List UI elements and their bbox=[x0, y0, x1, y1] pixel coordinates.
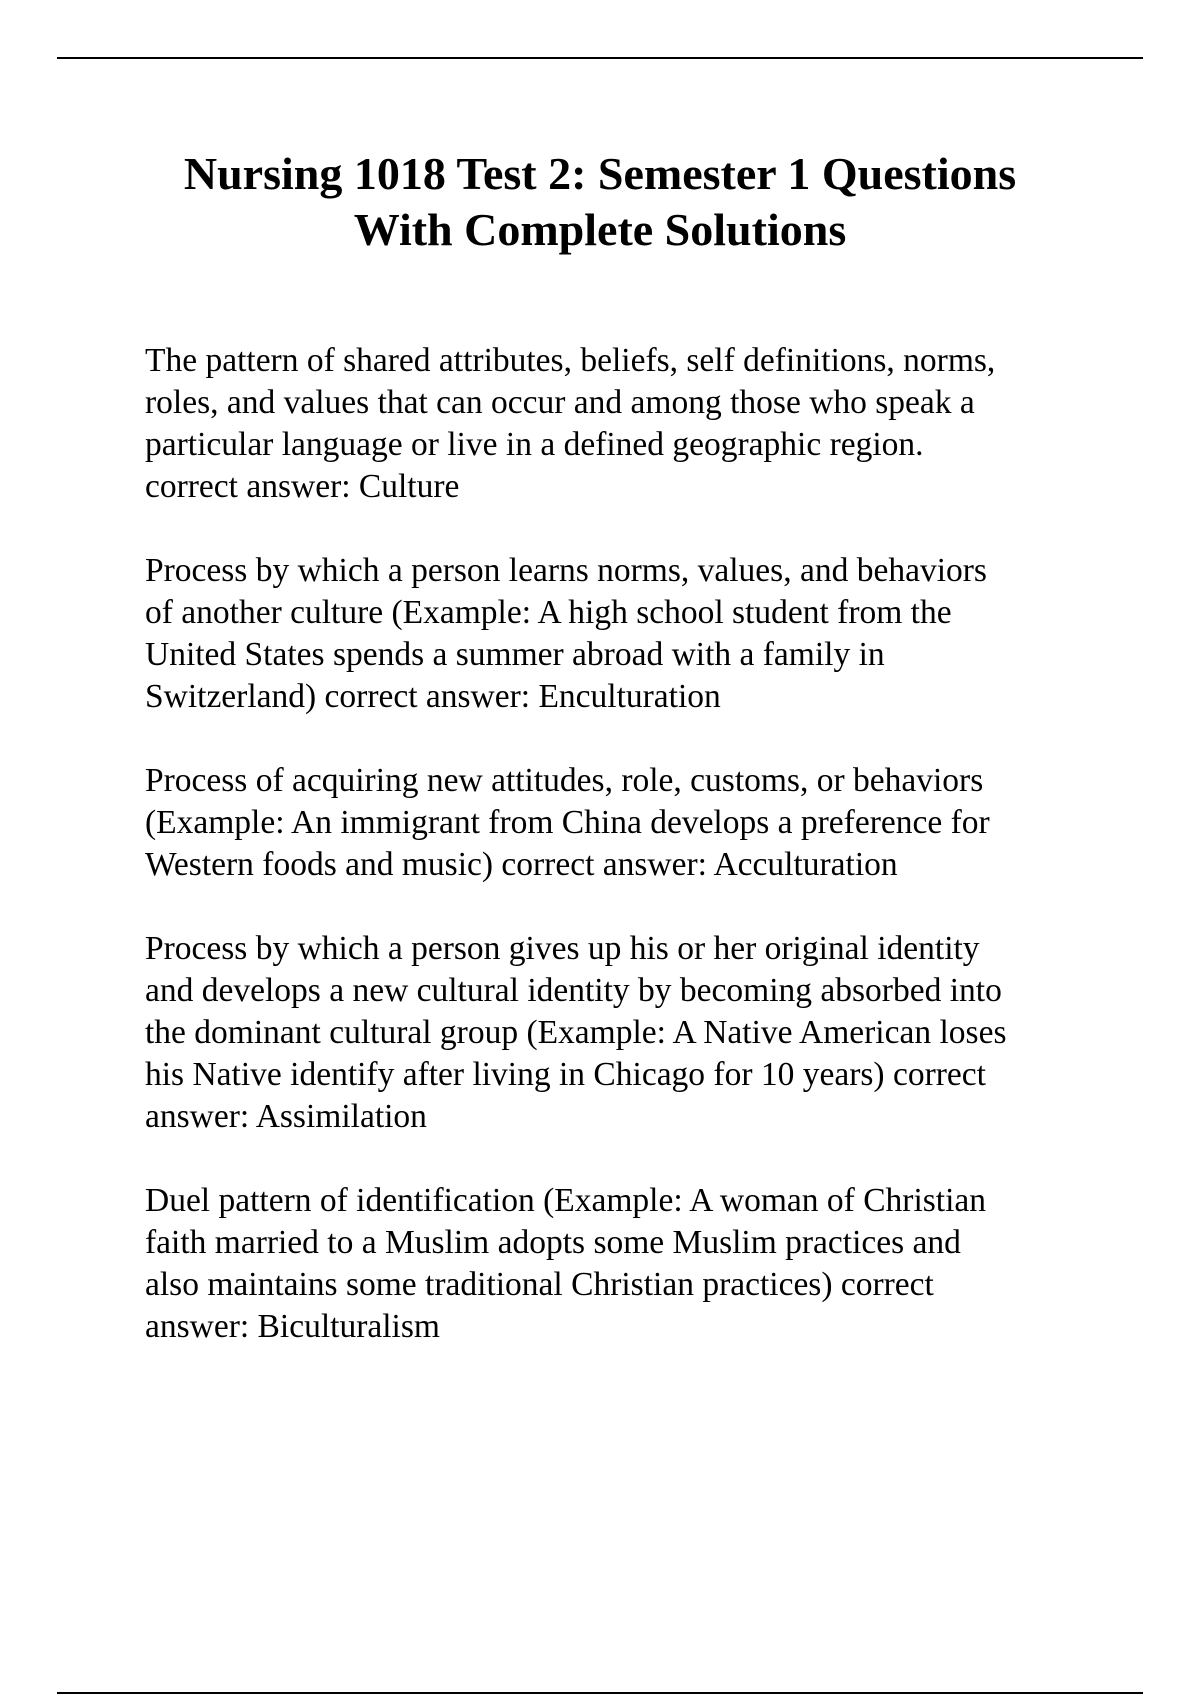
qa-line: correct answer: Culture bbox=[145, 468, 460, 505]
qa-line: his Native identify after living in Chicago for 10 years) correct bbox=[145, 1056, 986, 1093]
qa-line: (Example: An immigrant from China develops a preference for bbox=[145, 804, 990, 841]
qa-line: Process of acquiring new attitudes, role, customs, or behaviors bbox=[145, 762, 984, 799]
qa-line: of another culture (Example: A high school student from the bbox=[145, 594, 952, 631]
qa-line: The pattern of shared attributes, beliefs, self definitions, norms, bbox=[145, 342, 996, 379]
page-title bbox=[100, 146, 1100, 258]
qa-line: the dominant cultural group (Example: A Native American loses bbox=[145, 1014, 1007, 1051]
top-rule bbox=[57, 57, 1143, 59]
qa-line: answer: Assimilation bbox=[145, 1098, 427, 1135]
qa-line: also maintains some traditional Christian practices) correct bbox=[145, 1266, 934, 1303]
qa-line: United States spends a summer abroad with a family in bbox=[145, 636, 885, 673]
qa-item-acculturation bbox=[145, 760, 1095, 886]
title-line-2: With Complete Solutions bbox=[353, 204, 847, 255]
qa-line: answer: Biculturalism bbox=[145, 1308, 440, 1345]
qa-item-assimilation bbox=[145, 928, 1095, 1138]
qa-item-biculturalism bbox=[145, 1180, 1095, 1348]
qa-line: Duel pattern of identification (Example: A woman of Christian bbox=[145, 1182, 987, 1219]
qa-line: Switzerland) correct answer: Enculturation bbox=[145, 678, 721, 715]
title-line-1: Nursing 1018 Test 2: Semester 1 Questions bbox=[183, 148, 1017, 199]
qa-list bbox=[145, 340, 1095, 1390]
qa-line: particular language or live in a defined geographic region. bbox=[145, 426, 924, 463]
qa-line: and develops a new cultural identity by becoming absorbed into bbox=[145, 972, 1002, 1009]
qa-line: Western foods and music) correct answer: Acculturation bbox=[145, 846, 898, 883]
qa-line: roles, and values that can occur and among those who speak a bbox=[145, 384, 975, 421]
qa-line: faith married to a Muslim adopts some Muslim practices and bbox=[145, 1224, 961, 1261]
qa-item-enculturation bbox=[145, 550, 1095, 718]
bottom-rule bbox=[57, 1692, 1143, 1694]
qa-line: Process by which a person learns norms, values, and behaviors bbox=[145, 552, 987, 589]
qa-line: Process by which a person gives up his or her original identity bbox=[145, 930, 980, 967]
qa-item-culture bbox=[145, 340, 1095, 508]
